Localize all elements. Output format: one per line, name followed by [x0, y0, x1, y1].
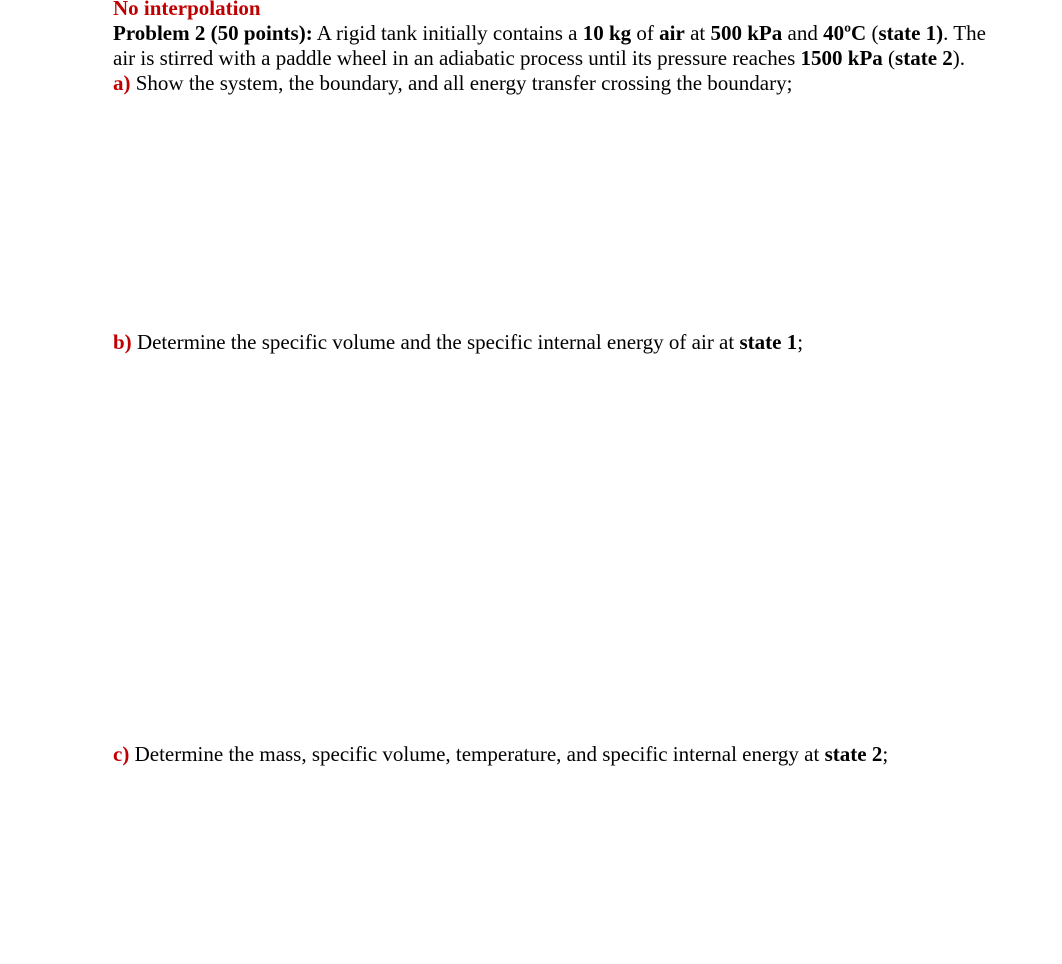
gas-name: air [659, 21, 685, 45]
problem-text: and [782, 21, 824, 45]
pressure-2: 1500 kPa [800, 46, 883, 70]
problem-text: ( [882, 46, 896, 70]
part-a-label: a) [113, 71, 131, 95]
part-c-text: Determine the mass, specific volume, temperature, and specific internal energy at [129, 742, 825, 766]
part-b-text: Determine the specific volume and the specific internal energy of air at [131, 330, 740, 354]
problem-text: of [631, 21, 660, 45]
part-c-end: ; [882, 742, 889, 766]
part-c-state: state 2 [824, 742, 883, 766]
problem-text: ). [952, 46, 966, 70]
state-1-label: state 1) [878, 21, 944, 45]
problem-text: . The air is stirred with a paddle wheel in an adiabatic process until its pressure reaches [113, 21, 986, 70]
part-b-end: ; [797, 330, 804, 354]
problem-text: ( [866, 21, 879, 45]
part-b [113, 330, 1013, 355]
part-a [113, 71, 993, 96]
part-b-label: b) [113, 330, 132, 354]
no-interpolation-notice: No interpolation [113, 0, 261, 20]
problem-block [113, 0, 993, 96]
part-b-state: state 1 [739, 330, 798, 354]
state-2-label: state 2 [895, 46, 953, 70]
problem-text: at [684, 21, 711, 45]
part-c [113, 742, 1013, 767]
problem-label: Problem 2 (50 points): [113, 21, 313, 45]
problem-text: A rigid tank initially contains a [312, 21, 583, 45]
pressure-1: 500 kPa [710, 21, 783, 45]
problem-statement [113, 21, 993, 71]
temperature-1: 40ºC [823, 21, 867, 45]
part-c-label: c) [113, 742, 130, 766]
part-a-text: Show the system, the boundary, and all energy transfer crossing the boundary; [130, 71, 793, 95]
mass-value: 10 kg [582, 21, 632, 45]
